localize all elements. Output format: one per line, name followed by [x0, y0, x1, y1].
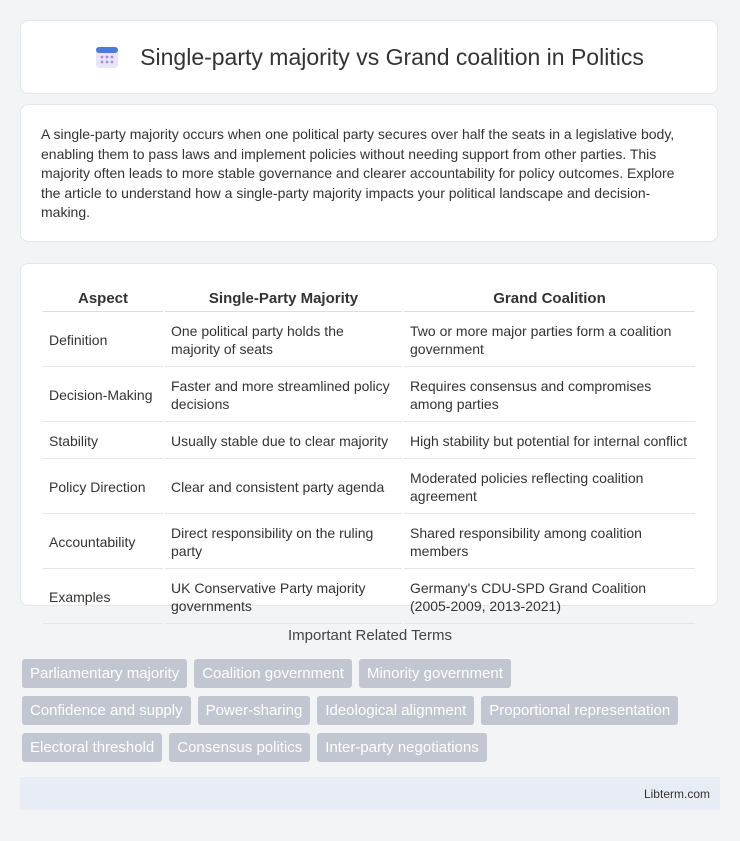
table-row: [43, 369, 695, 422]
table-row: [43, 571, 695, 624]
tag-row: [22, 659, 722, 688]
table-row: [43, 516, 695, 569]
table-row: [43, 314, 695, 367]
related-term-tag[interactable]: Coalition government: [194, 659, 352, 688]
intro-card: [20, 104, 718, 242]
table-cell: Two or more major parties form a coalition government: [404, 314, 695, 367]
column-header: Single-Party Majority: [165, 286, 402, 312]
tag-row: [22, 696, 722, 725]
page-title: Single-party majority vs Grand coalition in Politics: [140, 43, 644, 70]
table-cell: Definition: [43, 314, 163, 367]
table-cell: Requires consensus and compromises among parties: [404, 369, 695, 422]
related-term-tag[interactable]: Electoral threshold: [22, 733, 162, 762]
related-term-tag[interactable]: Consensus politics: [169, 733, 310, 762]
table-cell: Usually stable due to clear majority: [165, 424, 402, 459]
table-header-row: [43, 286, 695, 312]
related-term-tag[interactable]: Ideological alignment: [317, 696, 474, 725]
related-term-tag[interactable]: Parliamentary majority: [22, 659, 187, 688]
table-cell: Decision-Making: [43, 369, 163, 422]
table-cell: High stability but potential for internal conflict: [404, 424, 695, 459]
table-row: [43, 424, 695, 459]
table-cell: Shared responsibility among coalition members: [404, 516, 695, 569]
table-cell: One political party holds the majority of seats: [165, 314, 402, 367]
column-header: Grand Coalition: [404, 286, 695, 312]
intro-text: A single-party majority occurs when one political party secures over half the seats in a legislative body, enabling them to pass laws and implement policies without needing support from other parties. This majority often leads to more stable governance and clearer accountability for policy outcomes. Explore the article to understand how a single-party majority impacts your political landscape and decision-making.: [41, 126, 675, 221]
related-term-tag[interactable]: Inter-party negotiations: [317, 733, 486, 762]
tag-row: [22, 733, 722, 762]
table-cell: Stability: [43, 424, 163, 459]
header-card: [20, 20, 718, 94]
table-cell: Accountability: [43, 516, 163, 569]
table-cell: Policy Direction: [43, 461, 163, 514]
calendar-icon: [94, 44, 120, 70]
related-terms-title: Important Related Terms: [288, 627, 452, 644]
related-term-tag[interactable]: Minority government: [359, 659, 511, 688]
comparison-table: [41, 284, 697, 626]
footer-link[interactable]: Libterm.com: [643, 787, 710, 801]
comparison-card: [20, 263, 718, 614]
table-cell: Examples: [43, 571, 163, 624]
footer: [20, 777, 720, 810]
table-cell: Faster and more streamlined policy decisions: [165, 369, 402, 422]
table-cell: UK Conservative Party majority governments: [165, 571, 402, 624]
table-cell: Germany's CDU-SPD Grand Coalition (2005-2009, 2013-2021): [404, 571, 695, 624]
related-terms: [22, 659, 722, 770]
related-term-tag[interactable]: Power-sharing: [198, 696, 311, 725]
table-row: [43, 461, 695, 514]
related-term-tag[interactable]: Confidence and supply: [22, 696, 191, 725]
table-cell: Moderated policies reflecting coalition agreement: [404, 461, 695, 514]
related-term-tag[interactable]: Proportional representation: [481, 696, 678, 725]
table-cell: Direct responsibility on the ruling party: [165, 516, 402, 569]
column-header: Aspect: [43, 286, 163, 312]
table-cell: Clear and consistent party agenda: [165, 461, 402, 514]
